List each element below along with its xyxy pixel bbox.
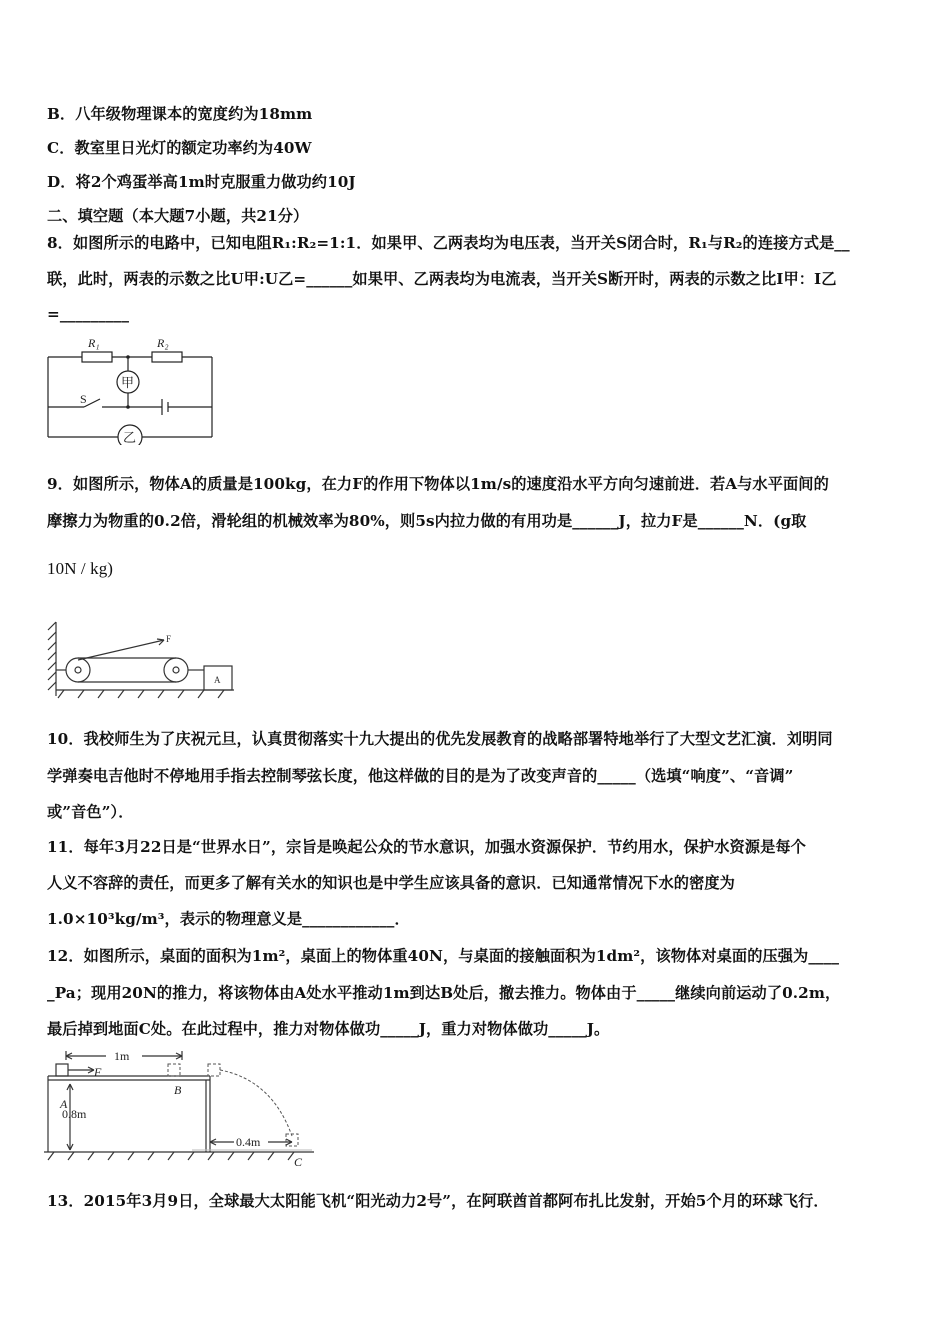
pulley-figure [44,620,240,700]
option-c: C．教室里日光灯的额定功率约为40W [47,139,312,157]
meter-yi-label: 乙 [123,430,137,445]
force-label: F [94,1065,102,1079]
q12-line-1: 12．如图所示，桌面的面积为1m²，桌面上的物体重40N，与桌面的接触面积为1dm²，该物体对桌面的压强为____ [47,947,840,965]
dist-1m-label: 1m [114,1049,130,1063]
point-b-label: B [174,1083,182,1097]
q12-line-3: 最后掉到地面C处。在此过程中，推力对物体做功_____J，重力对物体做功_____J。 [47,1020,610,1038]
circuit-figure [44,333,216,445]
q10-line-3: 或”音色”）． [47,803,134,821]
section-heading: 二、填空题（本大题7小题，共21分） [47,207,309,225]
point-a-label: A [60,1097,68,1111]
q8-line-1: 8．如图所示的电路中，已知电阻R₁:R₂=1:1．如果甲、乙两表均为电压表，当开关S闭合时，R₁与R₂的连接方式是__ [47,234,850,252]
point-c-label: C [294,1155,303,1169]
r1-label: R₁ [88,336,100,350]
q8-line-3: =_________ [47,305,130,323]
switch-label: S [80,392,87,406]
q9-line-2: 摩擦力为物重的0.2倍，滑轮组的机械效率为80%，则5s内拉力做的有用功是______J，拉力F是______N．(g取 [47,512,807,530]
option-d: D．将2个鸡蛋举高1m时克服重力做功约10J [47,173,356,191]
q10-line-2: 学弹奏电吉他时不停地用手指去控制琴弦长度，他这样做的目的是为了改变声音的_____（选填“响度”、“音调” [47,767,794,785]
table-figure [44,1046,320,1174]
q9-line-1: 9．如图所示，物体A的质量是100kg，在力F的作用下物体以1m/s的速度沿水平方向匀速前进．若A与水平面间的 [47,475,829,493]
force-f-label: F [166,634,172,644]
q11-line-3: 1.0×10³kg/m³，表示的物理意义是____________． [47,910,410,928]
q9-line-3: 10N / kg) [47,559,114,578]
r2-label: R₂ [157,336,169,350]
q12-line-2: _Pa；现用20N的推力，将该物体由A处水平推动1m到达B处后，撤去推力。物体由于_____继续向前运动了0.2m， [47,984,841,1002]
meter-jia-label: 甲 [121,375,135,390]
option-b: B．八年级物理课本的宽度约为18mm [47,105,313,123]
fall-04m-label: 0.4m [236,1135,261,1149]
q10-line-1: 10．我校师生为了庆祝元旦，认真贯彻落实十九大提出的优先发展教育的战略部署特地举行了大型文艺汇演．刘明同 [47,730,833,748]
block-a-label: A [214,675,221,685]
q8-line-2: 联，此时，两表的示数之比U甲:U乙=______如果甲、乙两表均为电流表，当开关S断开时，两表的示数之比I甲：I乙 [47,270,837,288]
q11-line-2: 人义不容辞的责任，而更多了解有关水的知识也是中学生应该具备的意识．已知通常情况下水的密度为 [47,874,735,892]
q13-line-1: 13．2015年3月9日，全球最大太阳能飞机“阳光动力2号”，在阿联酋首都阿布扎比发射，开始5个月的环球飞行． [47,1192,829,1210]
height-08m-label: 0.8m [62,1107,87,1121]
q11-line-1: 11．每年3月22日是“世界水日”，宗旨是唤起公众的节水意识，加强水资源保护．节约用水，保护水资源是每个 [47,838,806,856]
